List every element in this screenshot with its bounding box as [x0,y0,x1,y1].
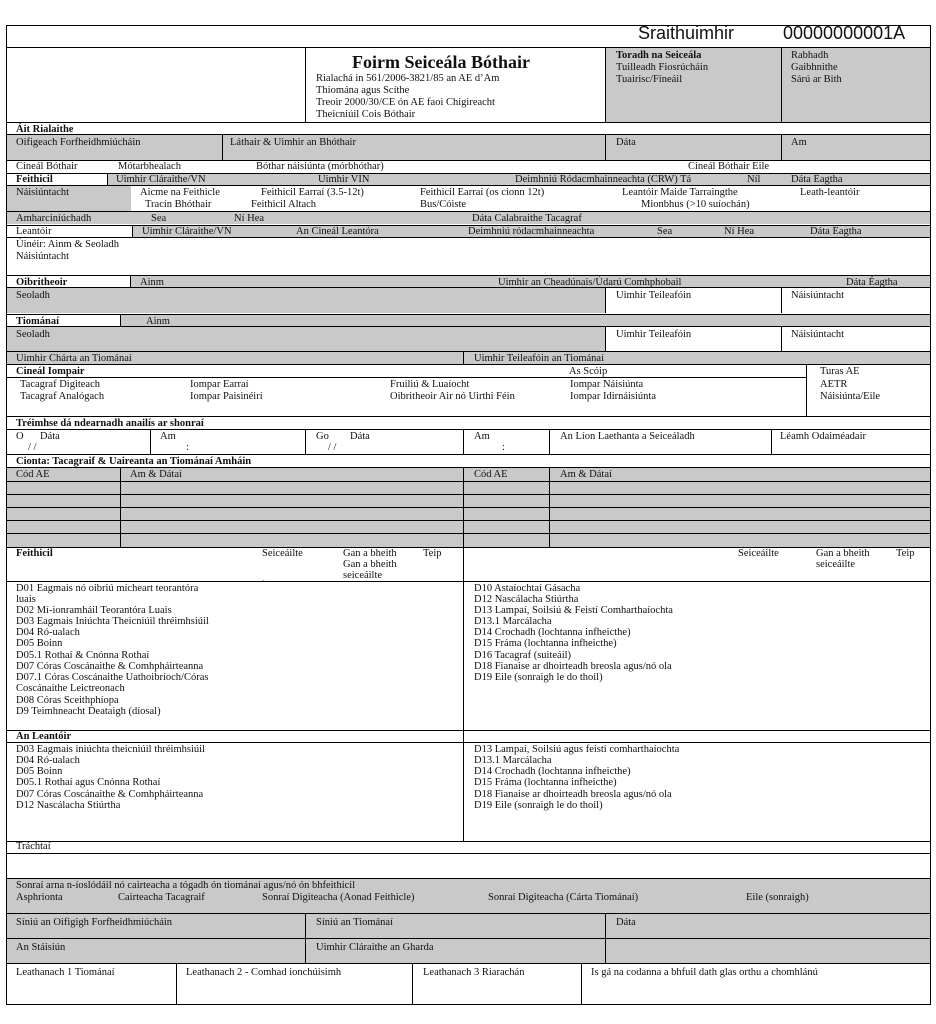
trailer-type-field[interactable]: An Cineál Leantóra [296,226,379,237]
footer-page2: Leathanach 2 - Comhad ionchúisimh [186,967,342,978]
vehicle-vin-field[interactable]: Uimhir VIN [318,174,370,185]
trailer-item-d051[interactable]: D05.1 Rothaí agus Cnónna Rothaí [16,777,161,788]
vehicle-item-d05[interactable]: D05 Boinn [16,638,63,649]
serial-number: 00000000001A [783,23,906,43]
regulation-line-1: Rialachá in 561/2006-3821/85 an AE d’Am [316,73,500,84]
trailer-item-d13[interactable]: D13 Lampaí, Soilsiú agus feistí comharthaíochta [474,744,680,755]
operator-address-field[interactable]: Seoladh [16,290,50,301]
vehicle-check-checked-header: Seiceáilte [262,548,303,559]
operator-address-box [7,288,605,313]
vehicle-item-d07[interactable]: D07 Córas Coscánaithe & Comhpháirteanna [16,661,204,672]
vehicle-item-d051[interactable]: D05.1 Rothaí & Cnónna Rothaí [16,650,150,661]
trailer-item-d19[interactable]: D19 Eile (sonraigh le do thoil) [474,800,603,811]
vehicle-bus[interactable]: Bus/Cóiste [420,199,467,210]
tacho-row [7,212,930,224]
footer-page3: Leathanach 3 Riarachán [423,967,525,978]
vehicle-heading: Feithicil [16,174,53,185]
trailer-cert-yes[interactable]: Sea [657,226,673,237]
transport-national-other[interactable]: Náisiúnta/Eile [820,391,881,402]
seized-digital-vehicle[interactable]: Sonraí Digiteacha (Aonad Feithicle) [262,892,415,903]
vehicle-check-checked-header-r: Seiceáilte [738,548,779,559]
result-warning[interactable]: Rabhadh [791,50,829,61]
seized-heading: Sonraí arna n-íoslódáil nó cairteacha a tógadh ón tiománaí agus/nó ón bhfeithicil [16,880,356,891]
driver-address-field[interactable]: Seoladh [16,329,50,340]
vehicle-check-notchecked-header-r1: Gan a bheith [816,548,870,559]
vehicle-item-d9[interactable]: D9 Teimhneacht Deataigh (díosal) [16,706,161,717]
period-from-time-field[interactable]: : [186,442,189,453]
operator-licence-field[interactable]: Uimhir an Cheadúnais/Údarú Comhphobail [498,277,682,288]
transport-international[interactable]: Iompar Idirnáisiúnta [570,391,657,402]
vehicle-item-d071-cont[interactable]: Coscánaithe Leictreonach [16,683,125,694]
period-odometer-field[interactable]: Léamh Odaiméadair [780,431,866,442]
driver-phone2-field[interactable]: Uimhir Teileafóin an Tiománaí [474,353,605,364]
trailer-item-d12[interactable]: D12 Nascálacha Stiúrtha [16,800,121,811]
backtick-mark: ` [262,580,266,591]
period-to-label: Go [316,431,329,442]
garda-number-field[interactable]: Uimhir Cláraithe an Gharda [316,942,434,953]
operator-phone-field[interactable]: Uimhir Teileafóin [616,290,692,301]
vehicle-item-d15[interactable]: D15 Fráma (lochtanna infheicthe) [474,638,617,649]
trailer-item-d15[interactable]: D15 Fráma (lochtanna infheicthe) [474,777,617,788]
officer-signature-field[interactable]: Síniú an Oifigigh Forfheidhmiúcháin [16,917,173,928]
driver-card-row [7,352,930,364]
trailer-cert-no[interactable]: Ní Hea [724,226,755,237]
control-date-field[interactable]: Dáta [616,137,636,148]
control-place-heading: Áit Rialaithe [16,124,74,135]
vehicle-check-notchecked-header-2: Gan a bheith [343,559,397,570]
vehicle-item-d14[interactable]: D14 Crochadh (lochtanna infheicthe) [474,627,631,638]
vehicle-item-d13[interactable]: D13 Lampaí, Soilsiú & Feistí Comharthaíochta [474,605,673,616]
vehicle-item-d01-cont[interactable]: luais [16,594,36,605]
control-time-field[interactable]: Am [791,137,807,148]
trailer-cert-label: Deimhniú ródacmhainneachta [468,226,595,237]
signature-date-field[interactable]: Dáta [616,917,636,928]
trailer-item-d18[interactable]: D18 Fianaise ar dhoirteadh breosla agus/nó ola [474,789,672,800]
result-report-fine[interactable]: Tuairisc/Fíneáil [616,74,683,85]
result-further-inquiry[interactable]: Tuilleadh Fiosrúcháin [616,62,709,73]
seized-charts[interactable]: Cairteacha Tacagraif [118,892,205,903]
offences-code-header-left: Cód AE [16,469,50,480]
transport-goods[interactable]: Iompar Earraí [190,379,249,390]
tacho-yes[interactable]: Sea [151,213,167,224]
transport-heading: Cineál Iompair [16,366,85,377]
vehicle-reg-field[interactable]: Uimhir Cláraithe/VN [116,174,206,185]
road-other-option[interactable]: Cineál Bóthair Eile [688,161,770,172]
seized-digital-card[interactable]: Sonraí Digiteacha (Cárta Tiománaí) [488,892,639,903]
footer-page1: Leathanach 1 Tiománaí [16,967,115,978]
vehicle-item-d12[interactable]: D12 Nascálacha Stiúrtha [474,594,579,605]
period-from-date-label: Dáta [40,431,60,442]
trailer-owner-field[interactable]: Úinéir: Ainm & Seoladh [16,239,119,250]
result-no-breach[interactable]: Sárú ar Bith [791,74,842,85]
vehicle-category-label: Aicme na Feithicle [140,187,220,198]
transport-own-account[interactable]: Oibritheoir Air nó Uirthi Féin [390,391,515,402]
vehicle-goods-large[interactable]: Feithicil Earraí (os cionn 12t) [420,187,545,198]
check-result-heading: Toradh na Seiceála [616,50,702,61]
vehicle-item-d10[interactable]: D10 Astaíochtaí Gásacha [474,583,581,594]
location-field[interactable]: Láthair & Uimhir an Bhóthair [230,137,356,148]
trailer-reg-field[interactable]: Uimhir Cláraithe/VN [142,226,232,237]
result-seized[interactable]: Gaibhnithe [791,62,838,73]
footer-note: Is gá na codanna a bhfuil dath glas orthu a chomhlánú [591,967,818,978]
vehicle-tractor[interactable]: Tracín Bhóthair [145,199,212,210]
vehicle-drawbar[interactable]: Leantóir Maide Tarraingthe [622,187,738,198]
serial-label: Sraithuimhir [638,23,735,43]
tacho-calibration-field[interactable]: Dáta Calabraithe Tacagraf [472,213,582,224]
vehicle-semitrailer[interactable]: Leath-leantóir [800,187,860,198]
period-to-time-label: Am [474,431,490,442]
driver-address-box [7,327,605,351]
transport-aetr[interactable]: AETR [820,379,848,390]
vehicle-item-d02[interactable]: D02 Mí-ionramháil Teorantóra Luais [16,605,172,616]
trailer-check-heading: An Leantóir [16,731,72,742]
driver-phone-field[interactable]: Uimhir Teileafóin [616,329,692,340]
tacho-inspection-label: Amharciníúchadh [16,213,92,224]
vehicle-item-d03[interactable]: D03 Eagmais Iniúchta Theicniúil thréimhsiúil [16,616,209,627]
officer-field[interactable]: Oifigeach Forfheidhmiúcháin [16,137,141,148]
transport-eu-journey[interactable]: Turas AE [820,366,860,377]
regulation-line-2: Thiomána agus Scíthe [316,85,410,96]
trailer-item-d05[interactable]: D05 Boinn [16,766,63,777]
road-type-label: Cineál Bóthair [16,161,78,172]
vehicle-crw-no[interactable]: Níl [747,174,761,185]
transport-national[interactable]: Iompar Náisiúnta [570,379,644,390]
operator-expiry-field[interactable]: Dáta Éagtha [846,277,898,288]
vehicle-nationality-field[interactable]: Náisiúntacht [16,187,70,198]
station-field[interactable]: An Stáisiún [16,942,66,953]
vehicle-item-d16[interactable]: D16 Tacagraf (suiteáil) [474,650,572,661]
trailer-nationality-field[interactable]: Náisiúntacht [16,251,70,262]
transport-passenger[interactable]: Iompar Paisinéirí [190,391,263,402]
vehicle-check-notchecked-header-r2: seiceáilte [816,559,856,570]
vehicle-articulated[interactable]: Feithicil Altach [251,199,317,210]
comments-label: Tráchtaí [16,841,51,852]
trailer-heading: Leantóir [16,226,52,237]
vehicle-check-fail-header-r: Teip [896,548,915,559]
vehicle-item-d071[interactable]: D07.1 Córas Coscánaithe Uathoibríoch/Córas [16,672,209,683]
period-from-time-label: Am [160,431,176,442]
trailer-expiry-field[interactable]: Dáta Éagtha [810,226,862,237]
vehicle-check-notchecked-header-3: seiceáilte [343,570,383,581]
vehicle-item-d01[interactable]: D01 Eagmais nó oibriú mícheart teorantóra [16,583,199,594]
trailer-item-d14[interactable]: D14 Crochadh (lochtanna infheicthe) [474,766,631,777]
vehicle-check-heading: Feithicil [16,548,53,559]
seized-other[interactable]: Eile (sonraigh) [746,892,809,903]
vehicle-item-d131[interactable]: D13.1 Marcálacha [474,616,552,627]
transport-analog-tacho[interactable]: Tacagraf Analógach [20,391,105,402]
vehicle-item-d04[interactable]: D04 Ró-ualach [16,627,80,638]
regulation-line-4: Theicniúil Cois Bóthair [316,109,416,120]
vehicle-expiry-field[interactable]: Dáta Éagtha [791,174,843,185]
road-motorway-option[interactable]: Mótarbhealach [118,161,181,172]
vehicle-item-d19[interactable]: D19 Eile (sonraigh le do thoil) [474,672,603,683]
driver-card-field[interactable]: Uimhir Chárta an Tiománaí [16,353,132,364]
seized-printout[interactable]: Asphrionta [16,892,63,903]
trailer-item-d131[interactable]: D13.1 Marcálacha [474,755,552,766]
transport-hire-reward[interactable]: Fruiliú & Luaíocht [390,379,470,390]
vehicle-check-fail-header: Teip [423,548,442,559]
trailer-item-d03[interactable]: D03 Eagmais iniúchta theicniúil thréimhsiúil [16,744,205,755]
operator-heading: Oibritheoir [16,277,68,288]
driver-name-field[interactable]: Ainm [146,316,170,327]
transport-digital-tacho[interactable]: Tacagraf Digiteach [20,379,101,390]
operator-name-field[interactable]: Ainm [140,277,164,288]
period-to-date-field[interactable]: / / [328,442,337,453]
driver-signature-field[interactable]: Síniú an Tiománaí [316,917,394,928]
driver-heading: Tiománaí [16,316,59,327]
driver-row-shade [121,315,930,326]
period-from-label: O [16,431,24,442]
vehicle-item-d18[interactable]: D18 Fianaise ar dhoirteadh breosla agus/nó ola [474,661,672,672]
offences-code-header-right: Cód AE [474,469,508,480]
vehicle-goods-small[interactable]: Feithicil Earraí (3.5-12t) [261,187,364,198]
comments-field[interactable] [7,854,930,878]
regulation-line-3: Treoir 2000/30/CE ón AE faoi Chigireacht [316,97,495,108]
transport-out-of-scope[interactable]: As Scóip [569,366,608,377]
vehicle-minibus[interactable]: Mionbhus (>10 suíochán) [641,199,750,210]
vehicle-crw-yes[interactable]: Deimhniú Ródacmhainneachta (CRW) Tá [515,174,692,185]
vehicle-item-d08[interactable]: D08 Córas Sceithphíopa [16,695,119,706]
vehicle-check-notchecked-header-1: Gan a bheith [343,548,397,559]
period-heading: Tréimhse dá ndearnadh anailís ar shonraí [16,418,204,429]
trailer-item-d07[interactable]: D07 Córas Coscánaithe & Comhpháirteanna [16,789,204,800]
road-national-option[interactable]: Bóthar náisiúnta (mórbhóthar) [256,161,384,172]
offences-datetime-header-right: Am & Dátaí [560,469,612,480]
trailer-item-d04[interactable]: D04 Ró-ualach [16,755,80,766]
period-days-field[interactable]: An Líon Laethanta a Seiceáladh [560,431,695,442]
offences-heading: Cionta: Tacagraif & Uaireanta an Tiománaí Amháin [16,456,252,467]
driver-nationality-field[interactable]: Náisiúntacht [791,329,845,340]
operator-nationality-field[interactable]: Náisiúntacht [791,290,845,301]
form-title: Foirm Seiceála Bóthair [352,52,530,72]
period-to-date-label: Dáta [350,431,370,442]
tacho-no[interactable]: Ní Hea [234,213,265,224]
period-from-date-field[interactable]: / / [28,442,37,453]
period-to-time-field[interactable]: : [502,442,505,453]
offences-datetime-header-left: Am & Dátaí [130,469,182,480]
